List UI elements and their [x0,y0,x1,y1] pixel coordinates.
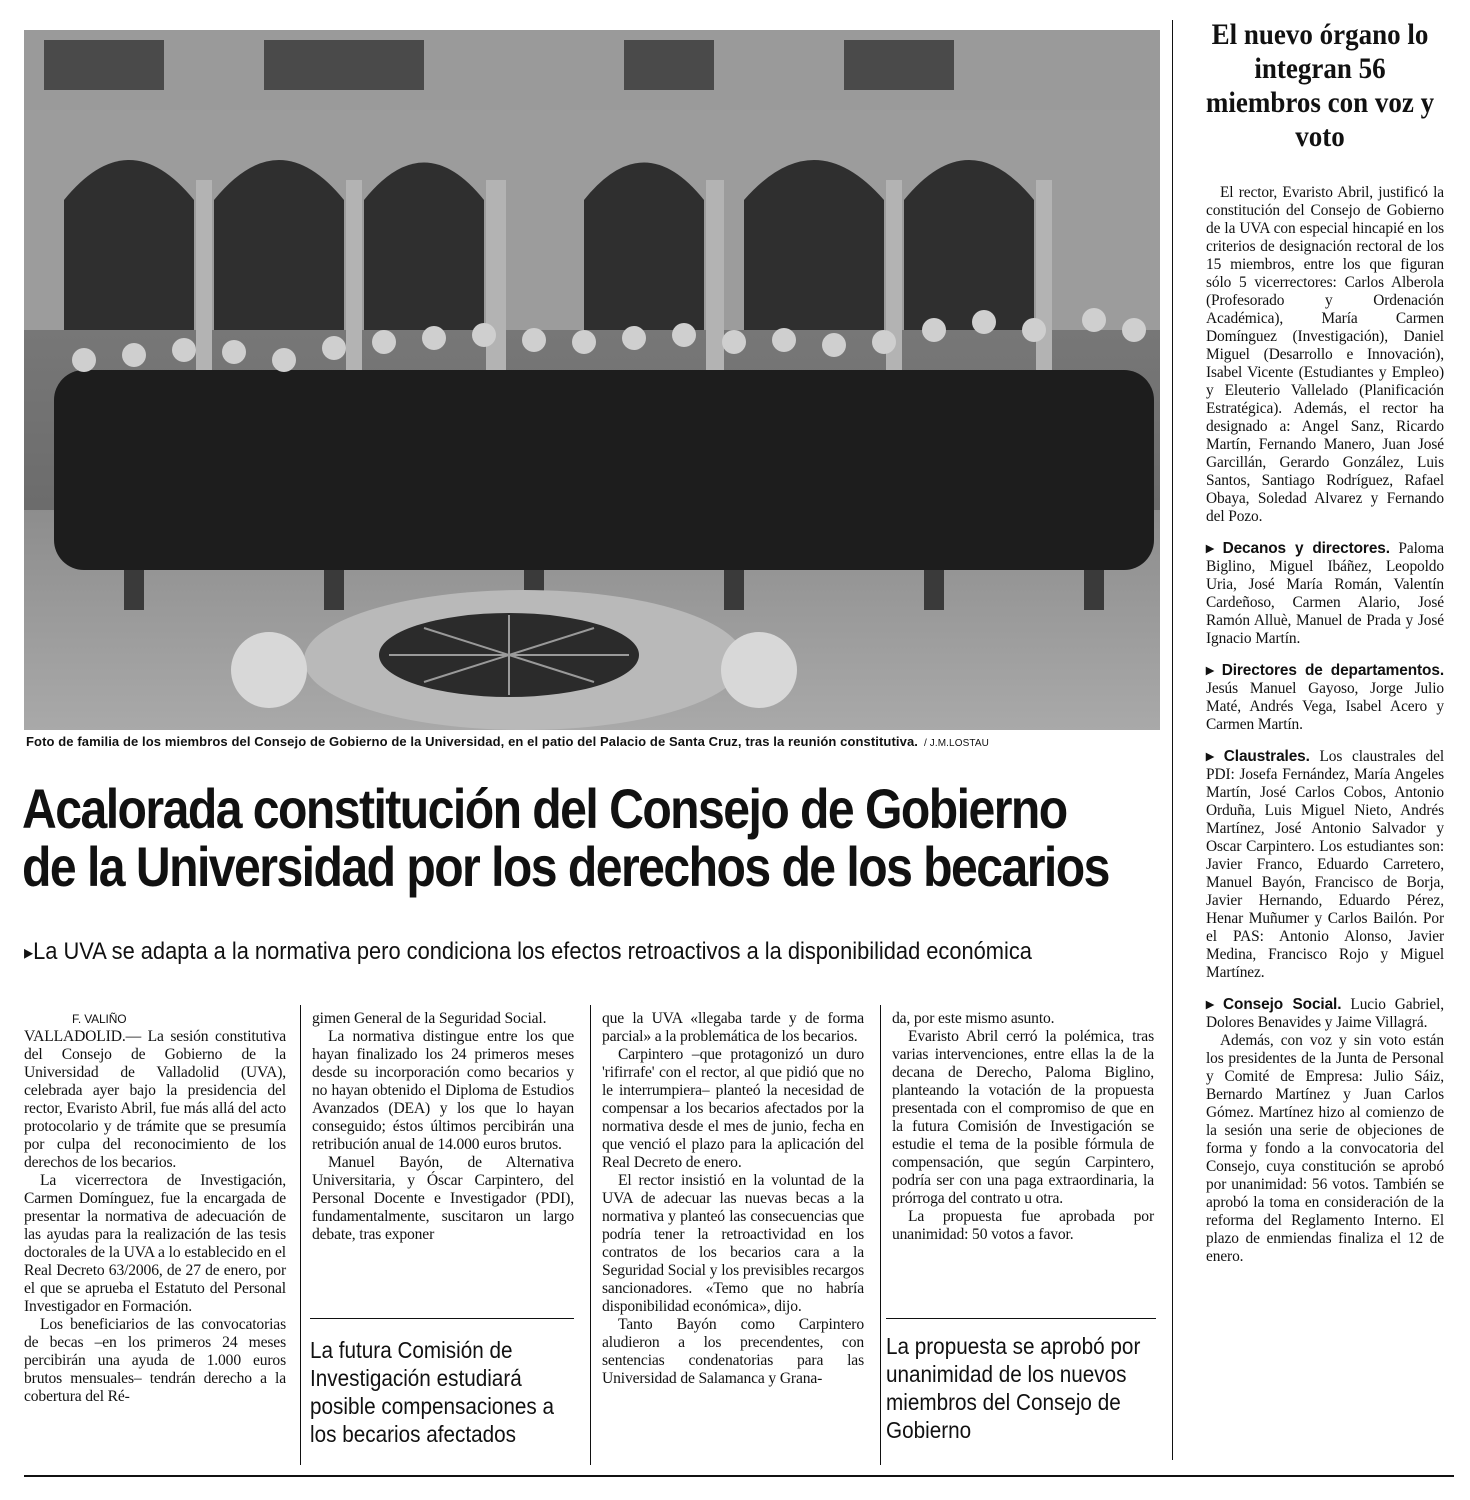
triangle-bullet-icon: ▸ [1206,662,1222,679]
sidebar-closing: Además, con voz y sin voto están los presidentes de la Junta de Personal y Comité de Empresa: Julio Sáiz, Bernardo Martínez y Juan Carlos Gómez. Martínez hizo al comienzo de la sesión una serie de objeciones de forma y fondo a la convocatoria del Consejo, cuya constitución se aprobó por unanimidad: 56 votos. También se aprobó la toma en consideración de la reforma del Reglamento Interno. El plazo de enmiendas finaliza el 12 de enero. [1206,1032,1444,1265]
page-bottom-rule [24,1475,1454,1477]
section-text: Lucio Gabriel, Dolores Benavides y Jaime Villagrá. [1206,996,1444,1031]
sidebar-section [1206,662,1444,734]
article-column-2 [312,1010,574,1244]
pullquote-right: La propuesta se aprobó por unanimidad de los nuevos miembros del Consejo de Gobierno [886,1333,1141,1443]
subheadline-text: La UVA se adapta a la normativa pero condiciona los efectos retroactivos a la disponibilidad económica [33,938,1032,965]
triangle-bullet-icon: ▸ [1206,748,1224,765]
headline [22,777,1109,898]
triangle-bullet-icon: ▸ [1206,540,1223,557]
article-column-4 [892,1010,1154,1244]
section-text: Paloma Biglino, Miguel Ibáñez, Leopoldo Uria, José María Román, Valentín Cardeñoso, Carmen Alario, José Ramón Alluè, Manuel de Prada y José Ignacio Martín. [1206,540,1444,647]
sidebar-rule [1172,20,1173,1460]
paragraph: gimen General de la Seguridad Social. [312,1010,547,1027]
triangle-bullet-icon: ▸ [24,942,34,964]
group-photo [24,30,1160,730]
photo-credit: / J.M.LOSTAU [924,738,989,749]
section-label: Claustrales. [1223,748,1310,765]
caption-text: Foto de familia de los miembros del Consejo de Gobierno de la Universidad, en el patio del Palacio de Santa Cruz, tras la reunión constitutiva. [26,734,918,749]
article-column-1 [24,1010,286,1406]
column-rule [880,1005,881,1465]
pullquote-rule [886,1318,1156,1319]
section-label: Decanos y directores. [1222,540,1390,557]
column-rule [590,1005,591,1465]
pullquote-rule [310,1318,574,1319]
headline-line-2: de la Universidad por los derechos de los becarios [22,835,1109,898]
sidebar-section [1206,540,1444,648]
paragraph: El rector insistió en la voluntad de la UVA de adecuar las nuevas becas a la normativa y planteó las consecuencias que podría tener la retroactividad en los contratos de los becarios cara a la Seguridad Social y los previsibles recargos sancionadores. «Temo que no habría disponibilidad económica», dijo. [602,1172,864,1315]
paragraph: La propuesta fue aprobada por unanimidad: 50 votos a favor. [892,1208,1154,1243]
paragraph: que la UVA «llegaba tarde y de forma parcial» a la problemática de los becarios. [602,1010,864,1045]
sidebar-intro: El rector, Evaristo Abril, justificó la constitución del Consejo de Gobierno de la UVA con especial hincapié en los criterios de designación rectoral de los 15 miembros, entre los que figuran sólo 5 vicerrectores: Carlos Alberola (Profesorado y Ordenación Académica), María Carmen Domínguez (Investigación), Daniel Miguel (Desarrollo e Innovación), Isabel Vicente (Estudiantes y Empleo) y Eleuterio Vallelado (Planificación Estratégica). Además, el rector ha designado a: Angel Sanz, Ricardo Martín, Fernando Manero, Juan José Garcillán, Gerardo González, Luis Santos, Santiago Rodríguez, Rafael Obaya, Soledad Alvarez y Fernando del Pozo. [1206,184,1444,525]
section-text: Los claustrales del PDI: Josefa Fernández, María Angeles Martín, José Carlos Cobos, Antonio Orduña, Luis Miguel Nieto, Andrés Martínez, José Antonio Salvador y Oscar Carpintero. Los estudiantes son: Javier Franco, Eduardo Carretero, Manuel Bayón, Francisco de Borja, Javier Hernando, Eduardo Pérez, Henar Muñumer y Carlos Bailón. Por el PAS: Antonio Alonso, Javier Medina, Francisco Rojo y Miguel Martínez. [1206,748,1445,981]
paragraph: VALLADOLID.— La sesión constitutiva del Consejo de Gobierno de la Universidad de Valladolid (UVA), celebrada ayer bajo la presidencia del rector, Evaristo Abril, fue más allá del acto protocolario y de trámite que se presumía por culpa del reconocimiento de los derechos de los becarios. [24,1028,286,1171]
paragraph: Tanto Bayón como Carpintero aludieron a los precendentes, con sentencias condenatorias para las Universidad de Salamanca y Grana- [602,1316,864,1387]
sidebar-section [1206,996,1444,1032]
paragraph: Carpintero –que protagonizó un duro 'rifirrafe' con el rector, al que pidió que no le interrumpiera– planteó la necesidad de compensar a los becarios afectados por la normativa desde el mes de junio, fecha en que venció el plazo para la aplicación del Real Decreto de enero. [602,1046,864,1171]
column-rule [300,1005,301,1465]
article-column-3 [602,1010,864,1388]
paragraph: da, por este mismo asunto. [892,1010,1055,1027]
photo-caption [26,734,1162,749]
sidebar-section [1206,748,1444,982]
section-label: Consejo Social. [1223,996,1342,1013]
headline-line-1: Acalorada constitución del Consejo de Gobierno [22,777,1067,840]
paragraph: Evaristo Abril cerró la polémica, tras varias intervenciones, entre ellas la de la decana de Derecho, Paloma Biglino, planteando la votación de la propuesta presentada con el compromiso de que en la futura Comisión de Investigación se estudie el tema de la posible fórmula de compensación, que según Carpintero, podría ser con una paga extraordinaria, la prórroga del contrato u otra. [892,1028,1154,1207]
paragraph: La normativa distingue entre los que hayan finalizado los 24 primeros meses desde su incorporación como becarios y no hayan obtenido el Diploma de Estudios Avanzados (DEA) y los que lo hayan conseguido; éstos últimos percibirán una retribución anual de 14.000 euros brutos. [312,1028,574,1153]
paragraph: Manuel Bayón, de Alternativa Universitaria, y Óscar Carpintero, del Personal Docente e Investigador (PDI), fundamentalmente, suscitaron un largo debate, tras exponer [312,1154,574,1243]
section-text: Jesús Manuel Gayoso, Jorge Julio Maté, Andrés Vega, Isabel Acero y Carmen Martín. [1206,680,1444,733]
section-label: Directores de departamentos. [1221,662,1444,679]
sidebar-body [1206,184,1444,1266]
byline: F. VALIÑO [72,1012,127,1026]
pullquote-left: La futura Comisión de Investigación estudiará posible compensaciones a los becarios afectados [310,1337,554,1447]
triangle-bullet-icon: ▸ [1206,996,1224,1013]
paragraph: La vicerrectora de Investigación, Carmen Domínguez, fue la encargada de presentar la normativa de adecuación de las ayudas para la realización de las tesis doctorales de la UVA a lo establecido en el Real Decreto 63/2006, de 27 de enero, por el que se aprueba el Estatuto del Personal Investigador en Formación. [24,1172,286,1315]
sidebar-title: El nuevo órgano lo integran 56 miembros con voz y voto [1205,18,1435,153]
paragraph: Los beneficiarios de las convocatorias de becas –en los primeros 24 meses percibirán una ayuda de 1.000 euros brutos mensuales– tendrán derecho a la cobertura del Ré- [24,1316,286,1405]
subheadline [24,938,1071,966]
